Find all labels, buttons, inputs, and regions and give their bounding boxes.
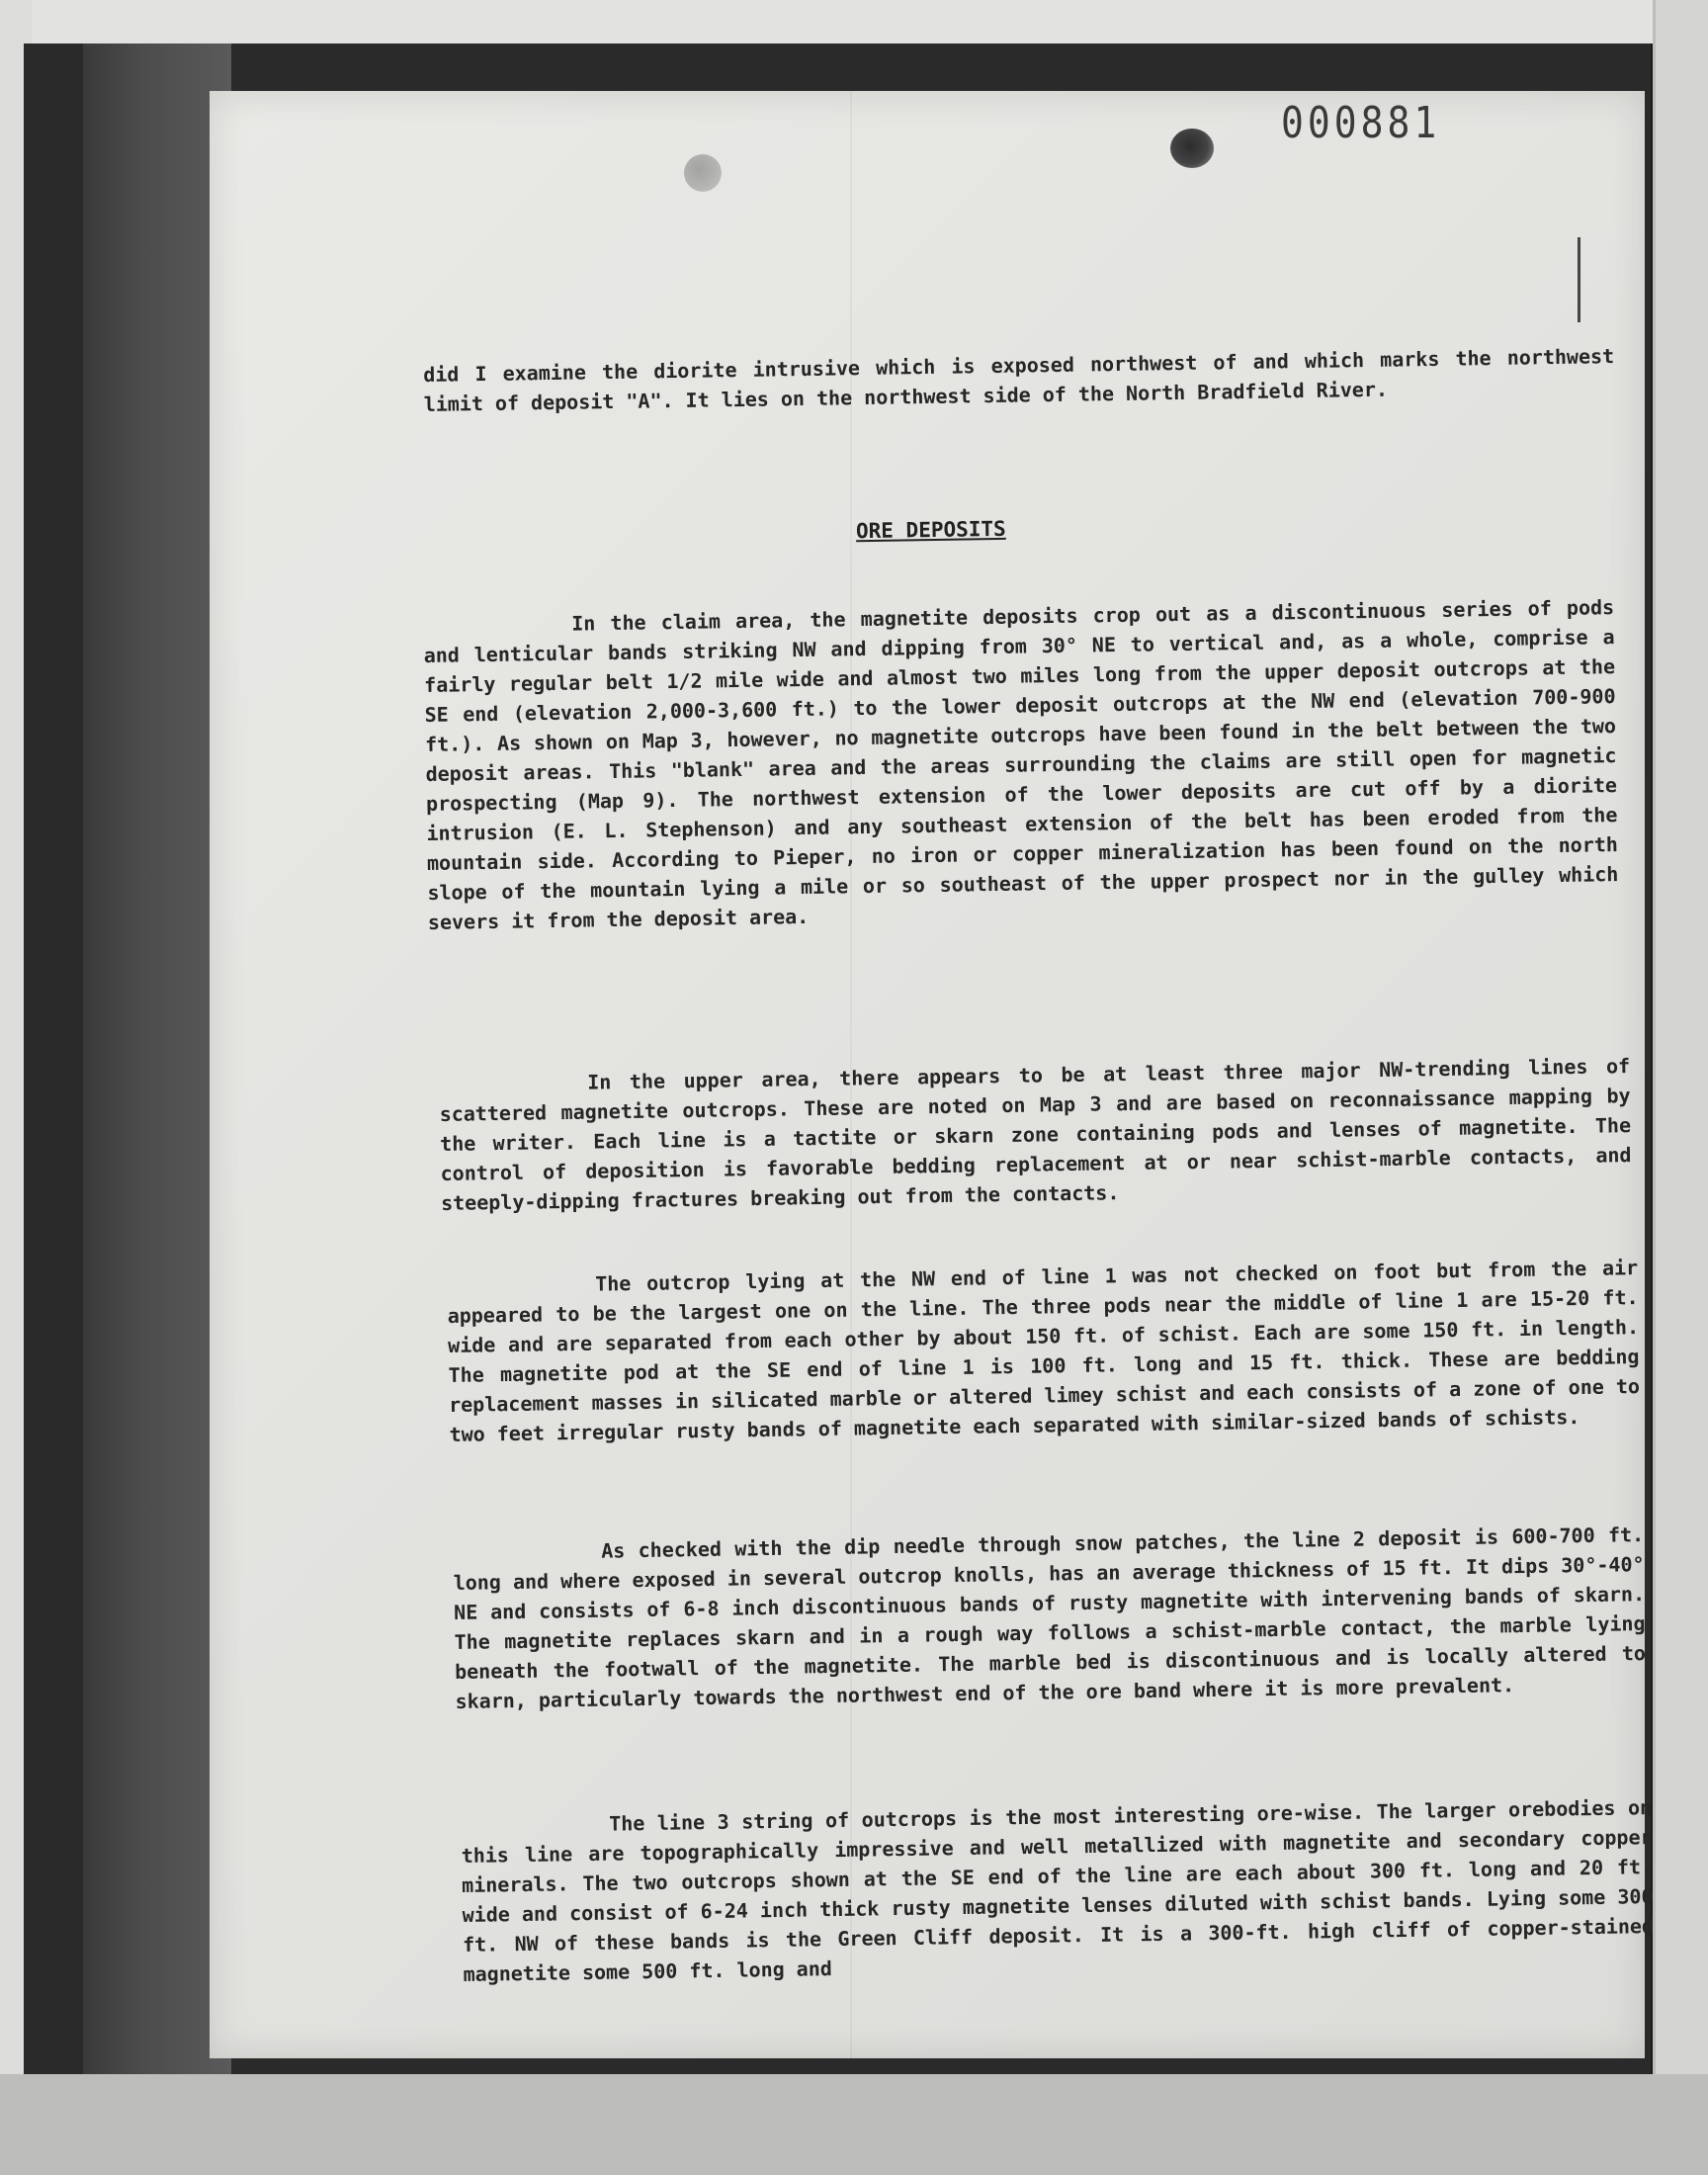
scan-bottom-edge bbox=[0, 2074, 1708, 2175]
paragraph-line-3: The line 3 string of outcrops is the most interesting ore-wise. The larger orebodies on this line are topographically impressive and well metallized with magnetite and secondary copper minerals. The two outcrops shown at the SE end of the line are each about 300 ft. long and 20 ft. wide and consist of 6-24 inch thick rusty magnetite lenses diluted with schist bands. Lying some 300 ft. NW of these bands is the Green Cliff deposit. It is a 300-ft. high cliff of copper-stained magnetite some 500 ft. long and bbox=[461, 1795, 1655, 1986]
section-heading: ORE DEPOSITS bbox=[855, 516, 1006, 544]
intro-paragraph: did I examine the diorite intrusive which is exposed northwest of and which marks the northwest limit of deposit "A". It lies on the northwest side of the North Bradfield River. bbox=[423, 344, 1615, 416]
paragraph-line-2: As checked with the dip needle through snow patches, the line 2 deposit is 600-700 ft. long and where exposed in several outcrop knolls, has an average thickness of 15 ft. It dips 30°-40° NE and consists of 6-8 inch discontinuous bands of rusty magnetite with intervening bands of skarn. The magnetite replaces skarn and in a rough way follows a schist-marble contact, the marble lying beneath the footwall of the magnetite. The marble bed is discontinuous and is locally altered to skarn, particularly towards the northwest end of the ore band where it is more prevalent. bbox=[453, 1522, 1647, 1713]
punch-hole-right bbox=[1170, 129, 1214, 168]
paragraph-line-1: The outcrop lying at the NW end of line 1 was not checked on foot but from the air appeared to be the largest one on the line. The three pods near the middle of line 1 are 15-20 ft. wide and are separated from each other by about 150 ft. of schist. Each are some 150 ft. in length. The magnetite pod at the SE end of line 1 is 100 ft. long and 15 ft. thick. These are bedding replacement masses in silicated marble or altered limey schist and each consists of a zone of one to two feet irregular rusty bands of magnetite each separated with similar-sized bands of schists. bbox=[447, 1256, 1641, 1446]
scan-top-edge bbox=[0, 0, 1708, 44]
paragraph-upper-area: In the upper area, there appears to be at least three major NW-trending lines of scattered magnetite outcrops. These are noted on Map 3 and are based on reconnaissance mapping by the writer. Each line is a tactite or skarn zone containing pods and lenses of magnetite. The control of deposition is favorable bedding replacement at or near schist-marble contacts, and steeply-dipping fractures breaking out from the contacts. bbox=[439, 1054, 1632, 1215]
punch-hole-left bbox=[684, 154, 722, 192]
scan-right-edge bbox=[1653, 0, 1708, 2175]
paragraph-claim-area: In the claim area, the magnetite deposits crop out as a discontinuous series of pods and lenticular bands striking NW and dipping from 30° NE to vertical and, as a whole, comprise a fairly regular belt 1/2 mile wide and almost two miles long from the upper deposit outcrops at the SE end (elevation 2,000-3,600 ft.) to the lower deposit outcrops at the NW end (elevation 700-900 ft.). As shown on Map 3, however, no magnetite outcrops have been found in the belt between the two deposit areas. This "blank" area and the areas surrounding the claims are still open for magnetic prospecting (Map 9). The northwest extension of the lower deposits are cut off by a diorite intrusion (E. L. Stephenson) and any southeast extension of the belt has been eroded from the mountain side. According to Pieper, no iron or copper mineralization has been found on the north slope of the mountain lying a mile or so southeast of the upper prospect nor in the gulley which severs it from the deposit area. bbox=[423, 595, 1619, 934]
margin-mark bbox=[1578, 237, 1580, 322]
page-number: 000881 bbox=[1281, 97, 1441, 148]
